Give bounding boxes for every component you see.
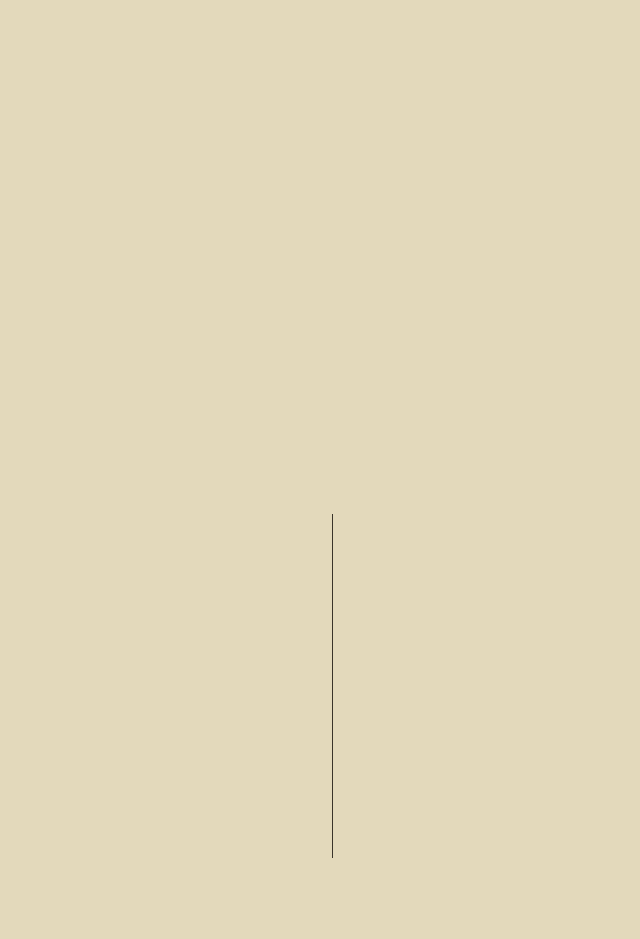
column-divider — [332, 514, 333, 858]
